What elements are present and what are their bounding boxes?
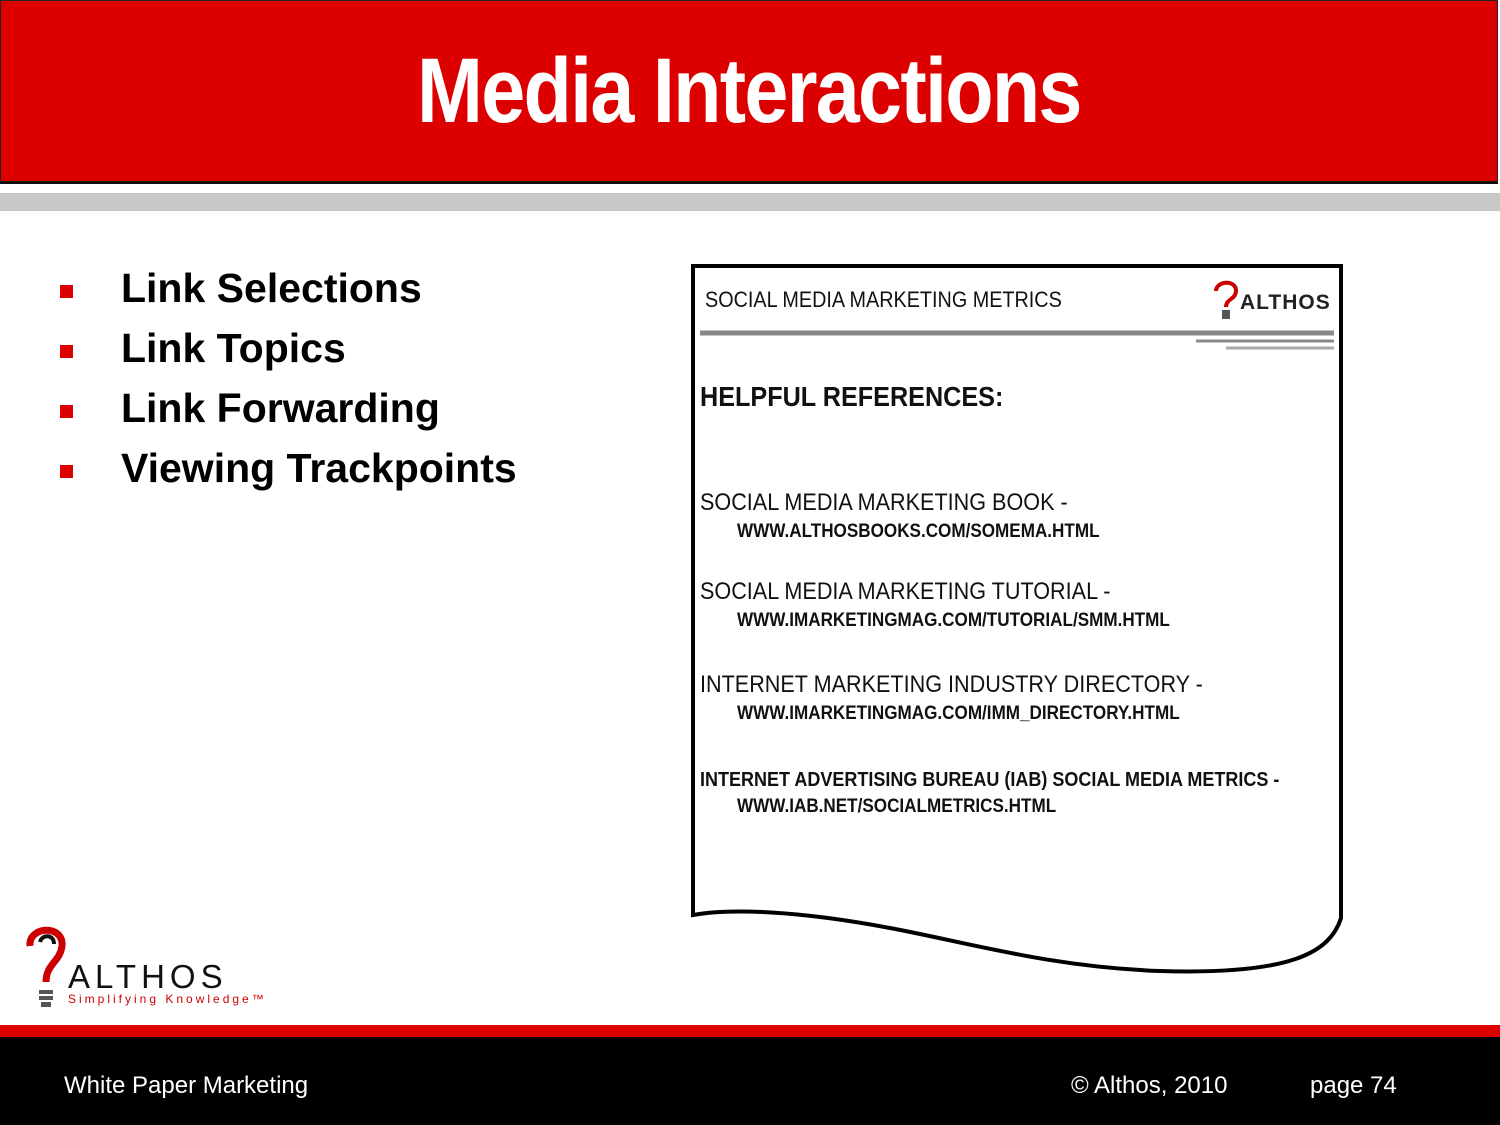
bullet-text: Link Selections bbox=[121, 264, 422, 311]
footer-page-number: page 74 bbox=[1310, 1072, 1397, 1099]
reference-title: SOCIAL MEDIA MARKETING TUTORIAL - bbox=[700, 578, 1111, 605]
althos-logo bbox=[24, 924, 267, 1014]
document-section-title: HELPFUL REFERENCES: bbox=[700, 381, 1004, 412]
gray-divider-band bbox=[0, 193, 1500, 211]
page-title: Media Interactions bbox=[417, 39, 1081, 142]
bullet-text: Link Topics bbox=[121, 324, 346, 371]
reference-url: WWW.ALTHOSBOOKS.COM/SOMEMA.HTML bbox=[737, 521, 1100, 542]
reference-item bbox=[700, 489, 1340, 543]
footer-title: White Paper Marketing bbox=[64, 1072, 309, 1099]
footer-bar bbox=[0, 1037, 1500, 1125]
bullet-text: Link Forwarding bbox=[121, 384, 440, 431]
reference-url: WWW.IAB.NET/SOCIALMETRICS.HTML bbox=[737, 796, 1057, 817]
lightbulb-question-icon bbox=[24, 924, 68, 1014]
bullet-item bbox=[60, 258, 517, 318]
bullet-item bbox=[60, 378, 517, 438]
footer-copyright: © Althos, 2010 bbox=[1071, 1072, 1228, 1099]
logo-tagline: Simplifying Knowledge™ bbox=[68, 992, 267, 1006]
logo-name: ALTHOS bbox=[68, 958, 228, 995]
bullet-text: Viewing Trackpoints bbox=[121, 444, 517, 491]
reference-url: WWW.IMARKETINGMAG.COM/TUTORIAL/SMM.HTML bbox=[737, 610, 1170, 631]
document-logo bbox=[1210, 277, 1330, 323]
document-logo-text: ALTHOS bbox=[1240, 291, 1331, 314]
square-bullet-icon bbox=[60, 405, 73, 418]
footer-red-strip bbox=[0, 1025, 1500, 1037]
lightbulb-question-icon bbox=[1210, 277, 1244, 323]
document-header: SOCIAL MEDIA MARKETING METRICS bbox=[705, 287, 1062, 312]
reference-url: WWW.IMARKETINGMAG.COM/IMM_DIRECTORY.HTML bbox=[737, 703, 1180, 724]
reference-title: SOCIAL MEDIA MARKETING BOOK - bbox=[700, 489, 1068, 516]
reference-item bbox=[700, 671, 1340, 725]
document-illustration bbox=[690, 263, 1346, 978]
bullet-item bbox=[60, 318, 517, 378]
square-bullet-icon bbox=[60, 345, 73, 358]
title-bar bbox=[0, 0, 1498, 184]
bullet-list bbox=[60, 258, 517, 498]
reference-item bbox=[700, 578, 1340, 632]
bullet-item bbox=[60, 438, 517, 498]
reference-title: INTERNET MARKETING INDUSTRY DIRECTORY - bbox=[700, 671, 1203, 698]
reference-title: INTERNET ADVERTISING BUREAU (IAB) SOCIAL MEDIA METRICS - bbox=[700, 769, 1280, 791]
square-bullet-icon bbox=[60, 285, 73, 298]
reference-item bbox=[700, 769, 1340, 818]
square-bullet-icon bbox=[60, 465, 73, 478]
